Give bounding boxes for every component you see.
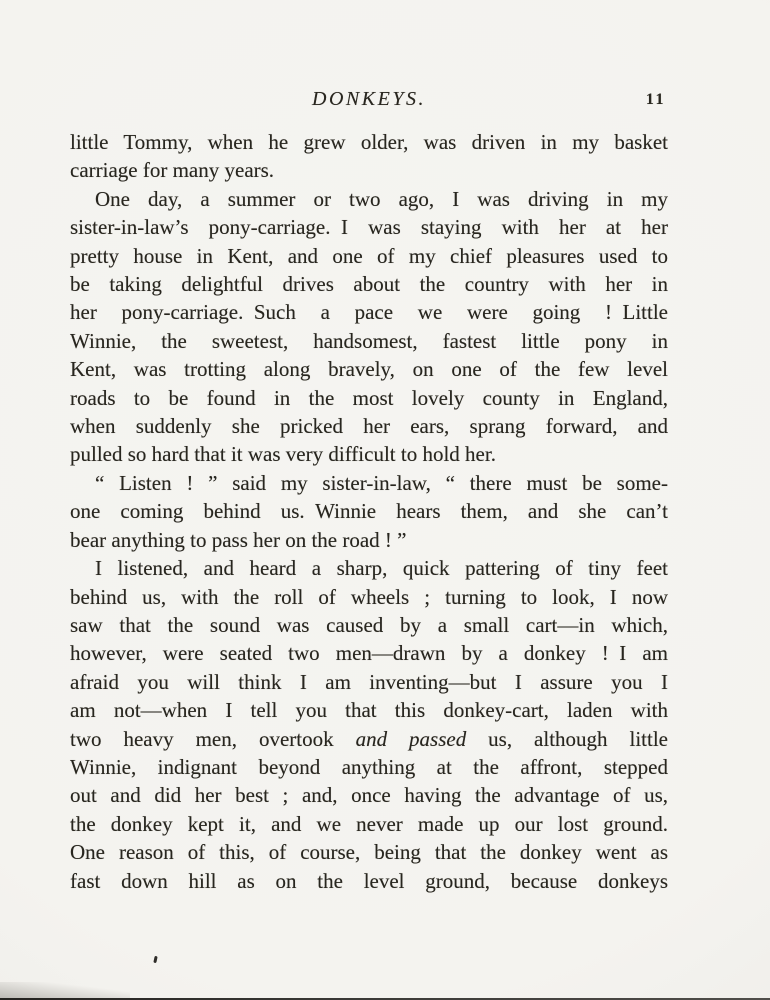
text-line <box>70 270 668 298</box>
text-segment: pretty house in Kent, and one of my chief pleasures used to <box>70 243 668 268</box>
text-segment: afraid you will think I am inventing—but I assure you I <box>70 669 668 694</box>
text-segment: I listened, and heard a sharp, quick pattering of tiny feet <box>95 556 668 581</box>
page-number: 11 <box>645 91 666 108</box>
scan-corner-smudge <box>0 982 130 998</box>
text-segment: Kent, was trotting along bravely, on one of the few level <box>70 357 668 382</box>
text-segment: behind us, with the roll of wheels ; turning to look, I now <box>70 584 668 609</box>
text-line <box>70 412 668 440</box>
text-line <box>70 497 668 525</box>
text-segment: pulled so hard that it was very difficult to hold her. <box>70 442 496 467</box>
text-segment: when suddenly she pricked her ears, sprang forward, and <box>70 414 668 439</box>
text-segment: fast down hill as on the level ground, because donkeys <box>70 868 668 893</box>
text-line <box>70 725 668 753</box>
text-line <box>70 554 668 582</box>
text-line <box>70 668 668 696</box>
text-segment: however, were seated two men—drawn by a donkey ! I am <box>70 641 668 666</box>
text-segment: One day, a summer or two ago, I was driving in my <box>95 186 668 211</box>
text-line <box>70 781 668 809</box>
text-segment: roads to be found in the most lovely county in England, <box>70 385 668 410</box>
text-line <box>70 327 668 355</box>
text-segment: One reason of this, of course, being that the donkey went as <box>70 840 668 865</box>
text-segment: us, although little <box>466 726 669 751</box>
text-line <box>70 440 668 468</box>
text-line <box>70 526 668 554</box>
text-line <box>70 867 668 895</box>
text-segment: her pony-carriage. Such a pace we were going ! Little <box>70 300 668 325</box>
text-line <box>70 810 668 838</box>
text-segment: out and did her best ; and, once having the advantage of us, <box>70 783 668 808</box>
text-line <box>70 355 668 383</box>
text-line <box>70 298 668 326</box>
running-title: DONKEYS. <box>312 88 426 110</box>
text-segment: saw that the sound was caused by a small cart—in which, <box>70 612 668 637</box>
ink-speck <box>153 956 157 963</box>
text-segment: Winnie, indignant beyond anything at the affront, stepped <box>70 754 668 779</box>
text-line <box>70 639 668 667</box>
text-segment: two heavy men, overtook <box>70 726 356 751</box>
text-line <box>70 128 668 156</box>
text-line <box>70 185 668 213</box>
text-segment: am not—when I tell you that this donkey-cart, laden with <box>70 698 668 723</box>
text-line <box>70 611 668 639</box>
text-segment: the donkey kept it, and we never made up our lost ground. <box>70 811 668 836</box>
text-segment: sister-in-law’s pony-carriage. I was staying with her at her <box>70 215 668 240</box>
italic-text: and passed <box>355 726 467 751</box>
text-segment: be taking delightful drives about the country with her in <box>70 272 668 297</box>
text-line <box>70 469 668 497</box>
text-line <box>70 156 668 184</box>
text-segment: little Tommy, when he grew older, was driven in my basket <box>70 130 668 154</box>
text-line <box>70 242 668 270</box>
text-line <box>70 696 668 724</box>
text-segment: bear anything to pass her on the road ! ” <box>70 527 407 552</box>
text-line <box>70 213 668 241</box>
text-segment: one coming behind us. Winnie hears them, and she can’t <box>70 499 668 524</box>
text-line <box>70 753 668 781</box>
text-line <box>70 583 668 611</box>
text-line <box>70 384 668 412</box>
page-body <box>70 128 668 895</box>
text-segment: carriage for many years. <box>70 158 275 183</box>
text-segment: Winnie, the sweetest, handsomest, fastest little pony in <box>70 328 668 353</box>
text-segment: “ Listen ! ” said my sister-in-law, “ there must be some- <box>95 470 668 495</box>
text-column <box>70 0 668 895</box>
page-header <box>70 88 668 114</box>
text-line <box>70 838 668 866</box>
